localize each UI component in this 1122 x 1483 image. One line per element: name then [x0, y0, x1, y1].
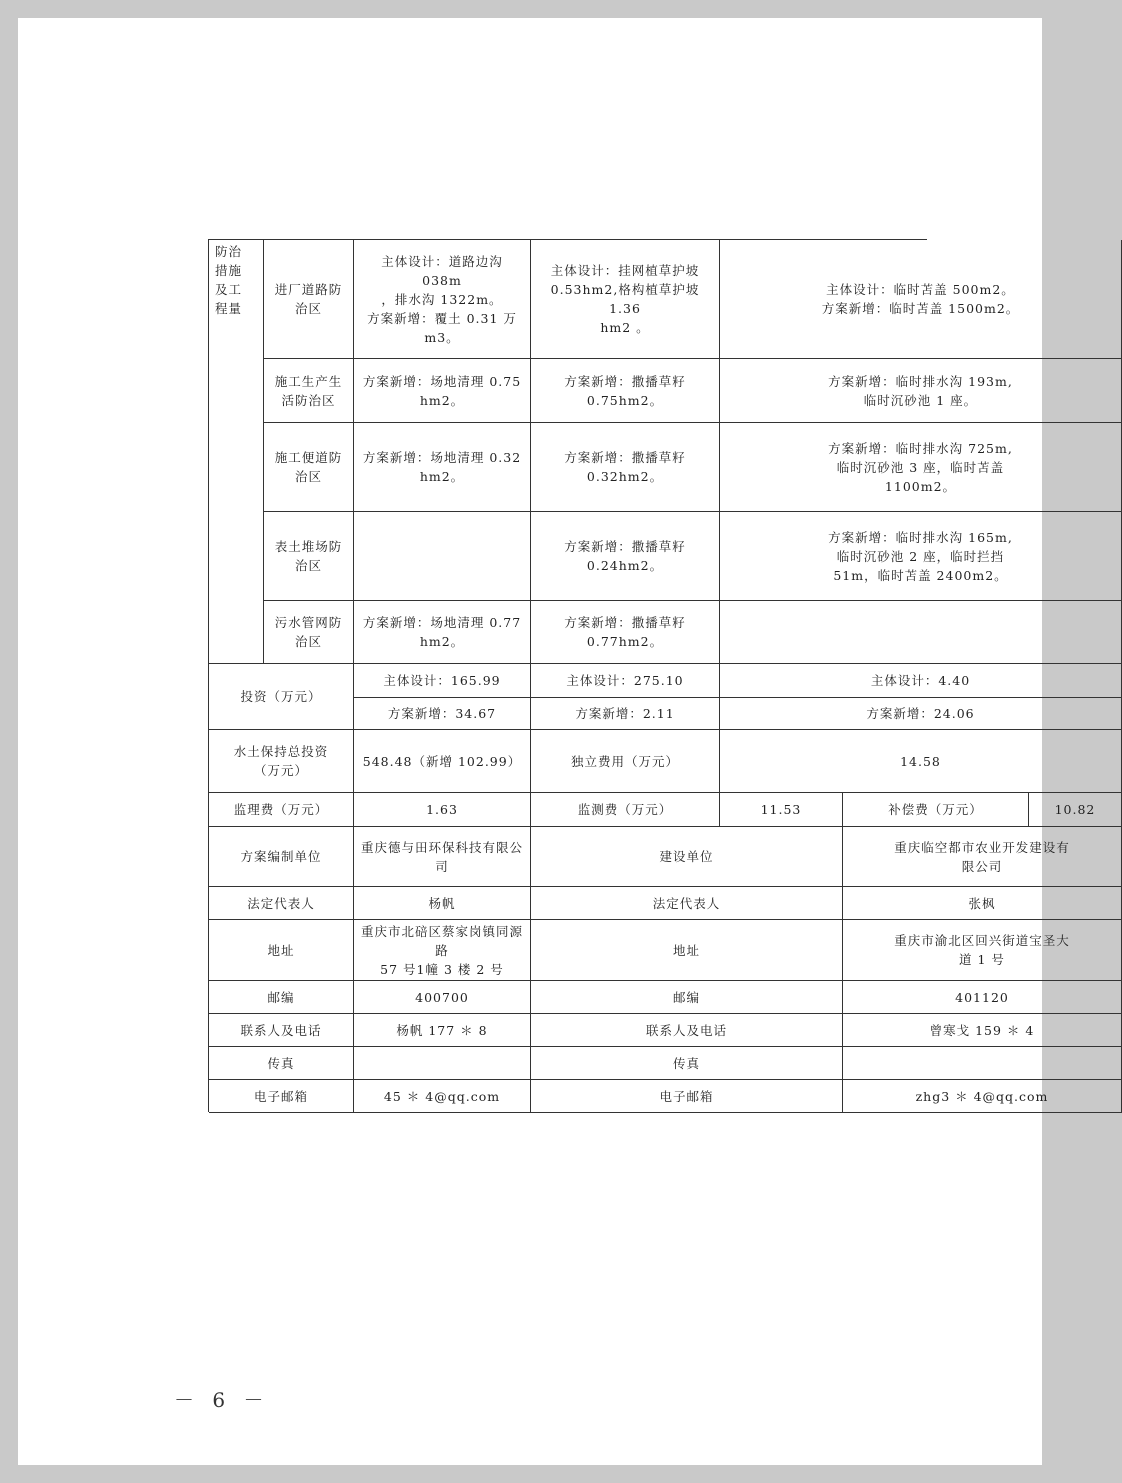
- builder-contact-label: 联系人及电话: [531, 1014, 843, 1047]
- compiler-contact: 杨帆 177 ＊ 8: [354, 1014, 531, 1047]
- total-investment-label: 水土保持总投资 （万元）: [209, 730, 354, 793]
- builder-fax: [843, 1047, 1122, 1080]
- compiler-email-label: 电子邮箱: [209, 1080, 354, 1113]
- builder-address: 重庆市渝北区回兴街道宝圣大 道 1 号: [843, 920, 1122, 981]
- builder-legal-rep: 张枫: [843, 887, 1122, 920]
- monitoring-fee-value: 11.53: [720, 793, 843, 827]
- zone-vegetation: 方案新增：撒播草籽 0.32hm2。: [531, 423, 720, 512]
- zone-temporary: 方案新增：临时排水沟 193m, 临时沉砂池 1 座。: [720, 359, 1122, 423]
- supervision-fee-label: 监理费（万元）: [209, 793, 354, 827]
- investment-added-temporary: 方案新增：24.06: [720, 698, 1122, 730]
- compiler-label: 方案编制单位: [209, 827, 354, 887]
- builder-email: zhg3 ＊ 4@qq.com: [843, 1080, 1122, 1113]
- measures-label: 防治 措施 及工 程量: [209, 240, 264, 664]
- zone-temporary: 主体设计：临时苫盖 500m2。 方案新增：临时苫盖 1500m2。: [720, 240, 1122, 359]
- builder-contact: 曾寒戈 159 ＊ 4: [843, 1014, 1122, 1047]
- compiler-legal-rep-label: 法定代表人: [209, 887, 354, 920]
- builder-address-label: 地址: [531, 920, 843, 981]
- investment-design-temporary: 主体设计：4.40: [720, 664, 1122, 698]
- compiler-legal-rep: 杨帆: [354, 887, 531, 920]
- zone-engineering: [354, 512, 531, 601]
- zone-temporary: [720, 601, 1122, 664]
- total-investment-value: 548.48（新增 102.99）: [354, 730, 531, 793]
- investment-label: 投资（万元）: [209, 664, 354, 730]
- zone-vegetation: 方案新增：撒播草籽 0.24hm2。: [531, 512, 720, 601]
- investment-added-engineering: 方案新增：34.67: [354, 698, 531, 730]
- builder-name: 重庆临空都市农业开发建设有 限公司: [843, 827, 1122, 887]
- compiler-email: 45 ＊ 4@qq.com: [354, 1080, 531, 1113]
- compiler-name: 重庆德与田环保科技有限公司: [354, 827, 531, 887]
- compensation-fee-label: 补偿费（万元）: [843, 793, 1029, 827]
- zone-temporary: 方案新增：临时排水沟 725m, 临时沉砂池 3 座，临时苫盖 1100m2。: [720, 423, 1122, 512]
- monitoring-fee-label: 监测费（万元）: [531, 793, 720, 827]
- zone-temporary: 方案新增：临时排水沟 165m, 临时沉砂池 2 座，临时拦挡 51m，临时苫盖 2400m2。: [720, 512, 1122, 601]
- investment-design-engineering: 主体设计：165.99: [354, 664, 531, 698]
- compiler-address: 重庆市北碚区蔡家岗镇同源路 57 号1幢 3 楼 2 号: [354, 920, 531, 981]
- investment-added-vegetation: 方案新增：2.11: [531, 698, 720, 730]
- investment-design-vegetation: 主体设计：275.10: [531, 664, 720, 698]
- zone-vegetation: 方案新增：撒播草籽 0.77hm2。: [531, 601, 720, 664]
- soil-conservation-table: [208, 239, 1096, 1112]
- compiler-address-label: 地址: [209, 920, 354, 981]
- supervision-fee-value: 1.63: [354, 793, 531, 827]
- zone-engineering: 方案新增：场地清理 0.75 hm2。: [354, 359, 531, 423]
- page-number: － 6 －: [174, 1388, 270, 1412]
- zone-engineering: 方案新增：场地清理 0.32 hm2。: [354, 423, 531, 512]
- zone-name: 施工生产生 活防治区: [264, 359, 354, 423]
- zone-vegetation: 主体设计：挂网植草护坡 0.53hm2,格构植草护坡1.36 hm2 。: [531, 240, 720, 359]
- compiler-contact-label: 联系人及电话: [209, 1014, 354, 1047]
- builder-email-label: 电子邮箱: [531, 1080, 843, 1113]
- independent-fee-label: 独立费用（万元）: [531, 730, 720, 793]
- independent-fee-value: 14.58: [720, 730, 1122, 793]
- builder-legal-rep-label: 法定代表人: [531, 887, 843, 920]
- zone-vegetation: 方案新增：撒播草籽 0.75hm2。: [531, 359, 720, 423]
- zone-name: 进厂道路防 治区: [264, 240, 354, 359]
- compiler-fax-label: 传真: [209, 1047, 354, 1080]
- compensation-fee-value: 10.82: [1029, 793, 1122, 827]
- compiler-postcode-label: 邮编: [209, 981, 354, 1014]
- builder-fax-label: 传真: [531, 1047, 843, 1080]
- zone-name: 表土堆场防 治区: [264, 512, 354, 601]
- zone-name: 污水管网防 治区: [264, 601, 354, 664]
- builder-label: 建设单位: [531, 827, 843, 887]
- builder-postcode: 401120: [843, 981, 1122, 1014]
- compiler-fax: [354, 1047, 531, 1080]
- zone-engineering: 方案新增：场地清理 0.77 hm2。: [354, 601, 531, 664]
- zone-engineering: 主体设计：道路边沟 038m ，排水沟 1322m。 方案新增：覆土 0.31 万 m3。: [354, 240, 531, 359]
- zone-name: 施工便道防 治区: [264, 423, 354, 512]
- builder-postcode-label: 邮编: [531, 981, 843, 1014]
- compiler-postcode: 400700: [354, 981, 531, 1014]
- document-page: [18, 18, 1096, 1465]
